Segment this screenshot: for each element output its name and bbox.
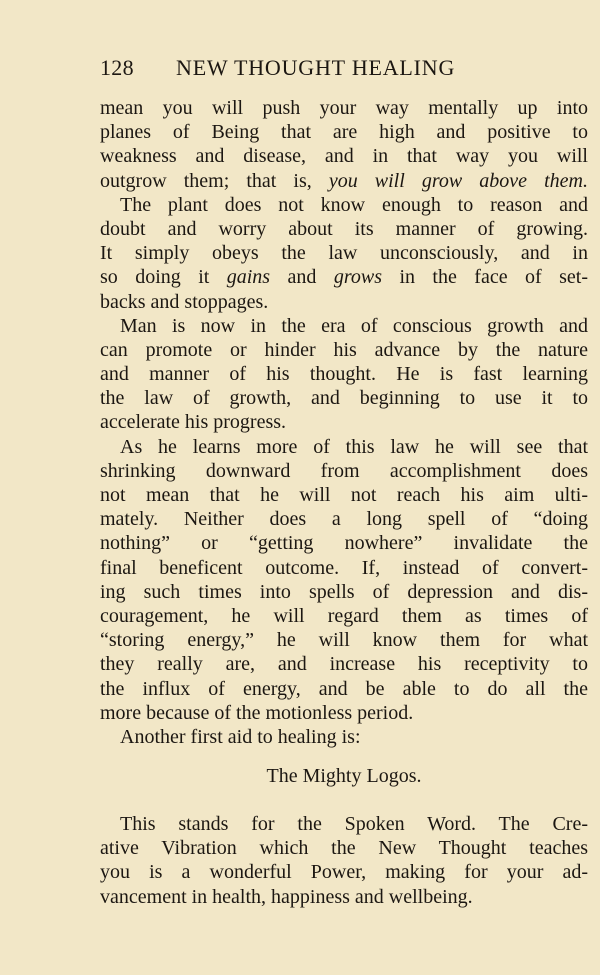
text-segment: and bbox=[270, 266, 334, 289]
text-line: final beneficent outcome. If, instead of convert- bbox=[100, 556, 588, 579]
paragraph-first-line: As he learns more of this law he will see that bbox=[120, 435, 588, 458]
emphasis-text: grows bbox=[333, 266, 383, 289]
text-segment: so doing it bbox=[100, 266, 227, 289]
text-line: ative Vibration which the New Thought teaches bbox=[100, 837, 588, 860]
paragraph-last-line: backs and stoppages. bbox=[100, 290, 269, 313]
text-line bbox=[100, 265, 588, 289]
paragraph-first-line: The plant does not know enough to reason and bbox=[120, 193, 588, 216]
body-text bbox=[100, 96, 588, 909]
text-line: ing such times into spells of depression and dis- bbox=[100, 580, 588, 603]
text-line: doubt and worry about its manner of growing. bbox=[100, 217, 588, 240]
paragraph-first-line: This stands for the Spoken Word. The Cre- bbox=[120, 813, 588, 836]
text-line: the influx of energy, and be able to do all the bbox=[100, 677, 588, 700]
emphasis-text: you will grow above them. bbox=[328, 169, 588, 192]
text-line: “storing energy,” he will know them for what bbox=[100, 629, 588, 652]
running-header bbox=[100, 55, 500, 85]
text-line: nothing” or “getting nowhere” invalidate the bbox=[100, 532, 588, 555]
text-line: planes of Being that are high and positive to bbox=[100, 121, 588, 144]
paragraph-last-line: accelerate his progress. bbox=[100, 411, 287, 434]
text-segment: outgrow them; that is, bbox=[100, 169, 329, 192]
text-line: and manner of his thought. He is fast learning bbox=[100, 363, 588, 386]
text-line: It simply obeys the law unconsciously, and in bbox=[100, 242, 588, 265]
running-title: NEW THOUGHT HEALING bbox=[176, 55, 456, 80]
text-line: mean you will push your way mentally up into bbox=[100, 97, 588, 119]
text-line: they really are, and increase his receptivity to bbox=[100, 653, 588, 676]
paragraph-first-line: Man is now in the era of conscious growth and bbox=[120, 314, 588, 337]
paragraph-line: Another first aid to healing is: bbox=[120, 725, 361, 748]
text-line: not mean that he will not reach his aim ulti- bbox=[100, 484, 588, 506]
text-line: shrinking downward from accomplishment does bbox=[100, 459, 588, 482]
text-line: can promote or hinder his advance by the nature bbox=[100, 338, 588, 361]
section-heading: The Mighty Logos. bbox=[266, 765, 422, 788]
text-line: weakness and disease, and in that way you will bbox=[100, 145, 588, 168]
text-line: couragement, he will regard them as times of bbox=[100, 604, 588, 627]
paragraph-last-line: more because of the motionless period. bbox=[100, 701, 414, 724]
paragraph-last-line: vancement in health, happiness and wellbeing. bbox=[100, 885, 473, 908]
text-segment: in the face of set- bbox=[382, 266, 588, 289]
text-line: mately. Neither does a long spell of “doing bbox=[100, 508, 588, 531]
text-line: the law of growth, and beginning to use it to bbox=[100, 387, 588, 410]
emphasis-text: gains bbox=[226, 266, 271, 289]
text-line bbox=[100, 169, 588, 193]
text-line: you is a wonderful Power, making for your ad- bbox=[100, 861, 588, 884]
page-number: 128 bbox=[100, 55, 134, 80]
